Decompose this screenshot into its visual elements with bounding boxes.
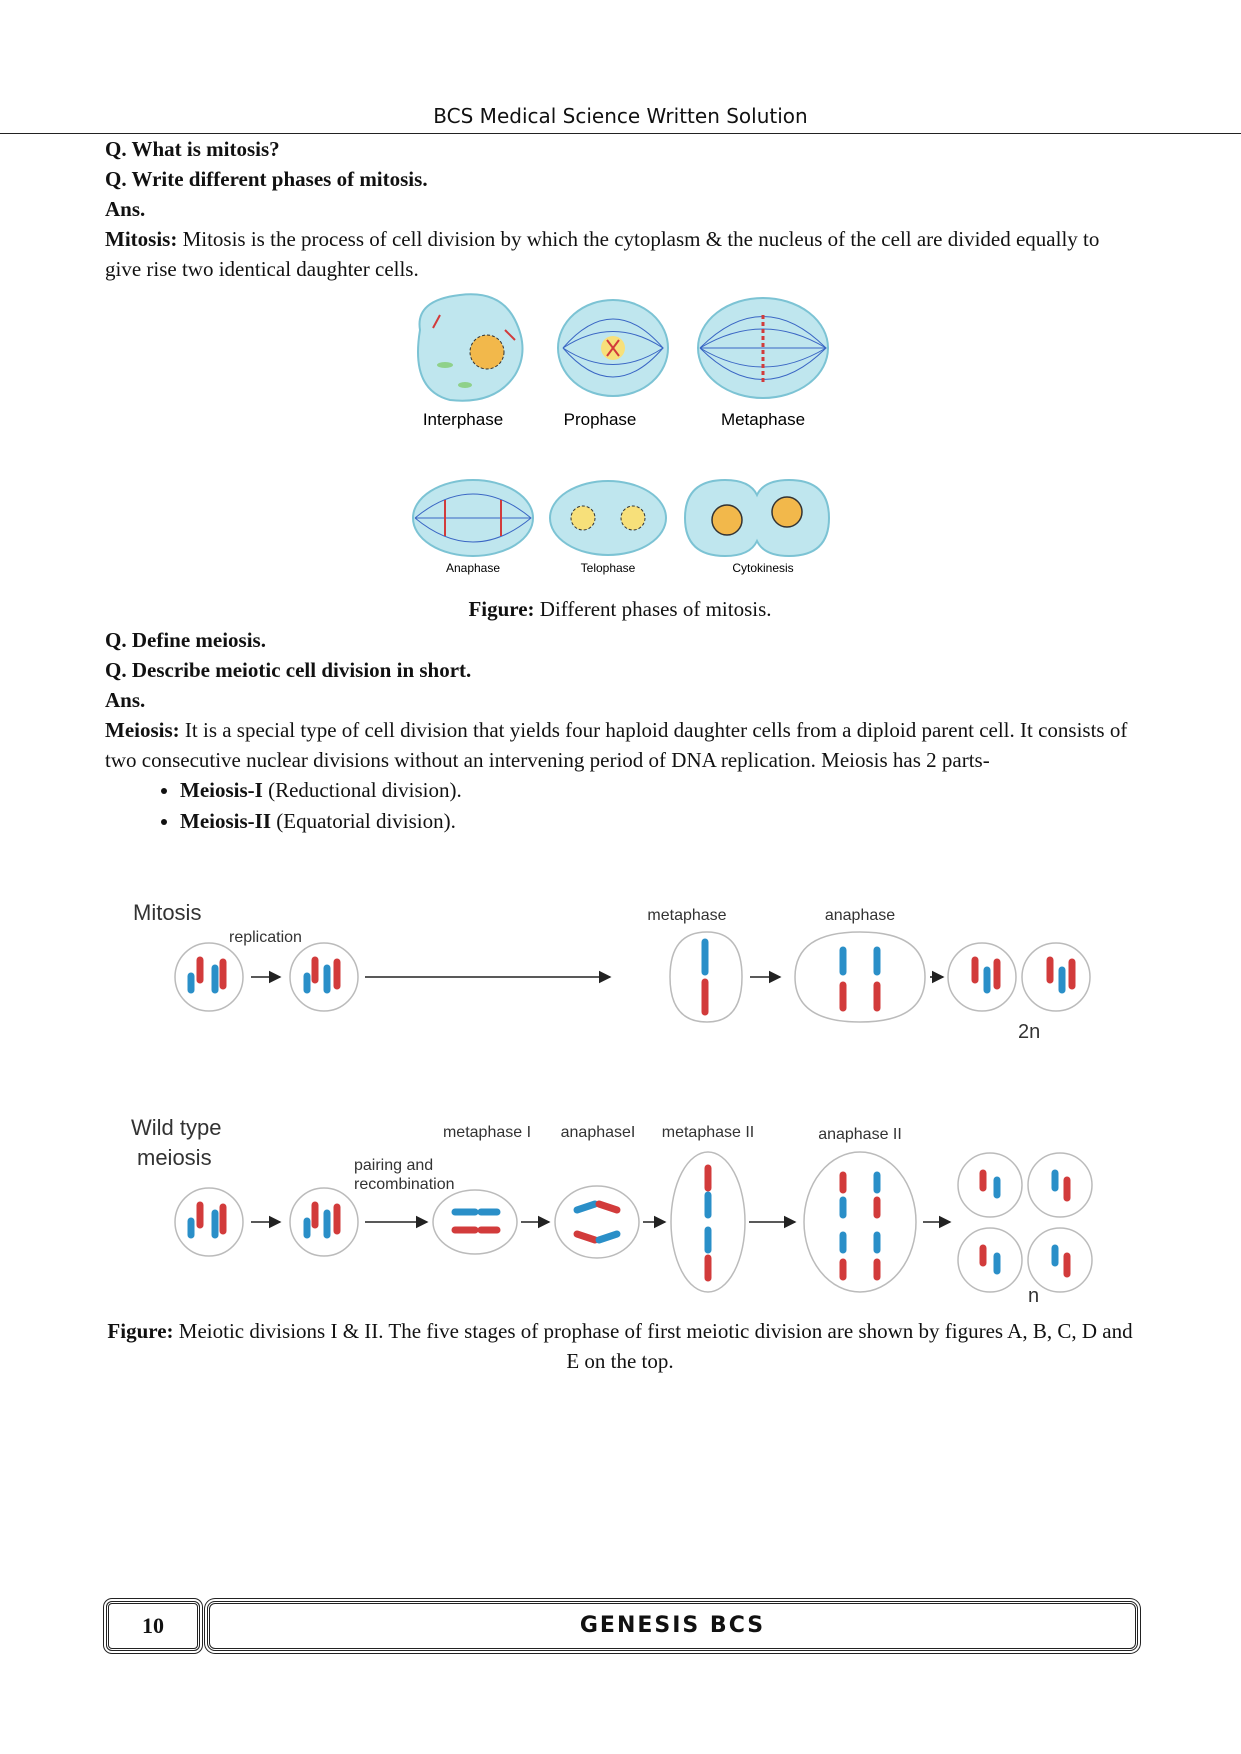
metaphase-label: metaphase xyxy=(647,907,727,924)
mitosis-term: Mitosis: xyxy=(105,227,178,251)
metaphase-cell xyxy=(698,298,828,398)
mitosis-section xyxy=(105,134,1135,284)
twon-label: 2n xyxy=(1018,1021,1041,1043)
interphase-cell xyxy=(418,294,523,400)
figure2-caption-label: Figure: xyxy=(107,1319,174,1343)
meiosis-section xyxy=(105,625,1135,837)
list-item xyxy=(180,775,1135,806)
footer-brand: GENESIS BCS xyxy=(207,1601,1138,1651)
bullet-text: (Equatorial division). xyxy=(271,809,456,833)
bullet-bold: Meiosis-I xyxy=(180,778,263,802)
label-prophase: Prophase xyxy=(563,410,637,429)
mitosis-meiosis-figure xyxy=(125,890,1125,1310)
question-define-meiosis: Q. Define meiosis. xyxy=(105,628,266,652)
question-what-is-mitosis: Q. What is mitosis? xyxy=(105,137,280,161)
question-phases-mitosis: Q. Write different phases of mitosis. xyxy=(105,167,428,191)
meiosis-definition xyxy=(105,715,1135,775)
mitosis-phases-figure xyxy=(405,290,845,580)
label-telophase: Telophase xyxy=(580,561,636,575)
prophase-cell xyxy=(558,300,668,396)
mitosis-title: Mitosis xyxy=(133,900,202,925)
pairing-label-2: recombination xyxy=(354,1176,455,1193)
figure2-caption xyxy=(105,1316,1135,1376)
bullet-text: (Reductional division). xyxy=(262,778,462,802)
cytokinesis-cell xyxy=(685,480,829,556)
metaphase2-label: metaphase II xyxy=(661,1124,755,1141)
mitosis-definition xyxy=(105,224,1135,284)
label-anaphase: Anaphase xyxy=(445,561,501,575)
anaphase2-label: anaphase II xyxy=(818,1126,902,1143)
figure1-caption xyxy=(105,594,1135,624)
figure2-caption-text: Meiotic divisions I & II. The five stages of prophase of first meiotic division are shown by figures A, B, C, D and E on the top. xyxy=(173,1319,1133,1373)
question-describe-meiosis: Q. Describe meiotic cell division in short. xyxy=(105,658,472,682)
mitosis-definition-text: Mitosis is the process of cell division by which the cytoplasm & the nucleus of the cell are divided equally to give rise two identical daughter cells. xyxy=(105,227,1100,281)
label-metaphase: Metaphase xyxy=(720,410,806,429)
meiosis-title-line2: meiosis xyxy=(137,1145,212,1170)
pairing-label-1: pairing and xyxy=(354,1157,434,1174)
page-number: 10 xyxy=(106,1601,200,1651)
telophase-cell xyxy=(550,481,666,555)
anaphase-label: anaphase xyxy=(824,907,896,924)
meiosis-parts-list xyxy=(105,775,1135,837)
replication-label: replication xyxy=(229,929,302,946)
meiosis-term: Meiosis: xyxy=(105,718,180,742)
bullet-bold: Meiosis-II xyxy=(180,809,271,833)
n-label: n xyxy=(1028,1285,1040,1307)
figure1-caption-text: Different phases of mitosis. xyxy=(534,597,772,621)
page-header: BCS Medical Science Written Solution xyxy=(433,104,808,128)
label-cytokinesis: Cytokinesis xyxy=(732,561,794,575)
meiosis-title-line1: Wild type xyxy=(131,1115,222,1140)
answer-label: Ans. xyxy=(105,197,146,221)
answer-label-2: Ans. xyxy=(105,688,146,712)
figure1-caption-label: Figure: xyxy=(468,597,535,621)
meiosis-definition-text: It is a special type of cell division that yields four haploid daughter cells from a diploid parent cell. It consists of two consecutive nuclear divisions without an intervening period of DNA replication. Meiosis has 2 parts- xyxy=(105,718,1128,772)
list-item xyxy=(180,806,1135,837)
metaphase1-label: metaphase I xyxy=(442,1124,532,1141)
anaphase-cell xyxy=(413,480,533,556)
label-interphase: Interphase xyxy=(422,410,504,429)
anaphase1-label: anaphaseI xyxy=(560,1124,636,1141)
